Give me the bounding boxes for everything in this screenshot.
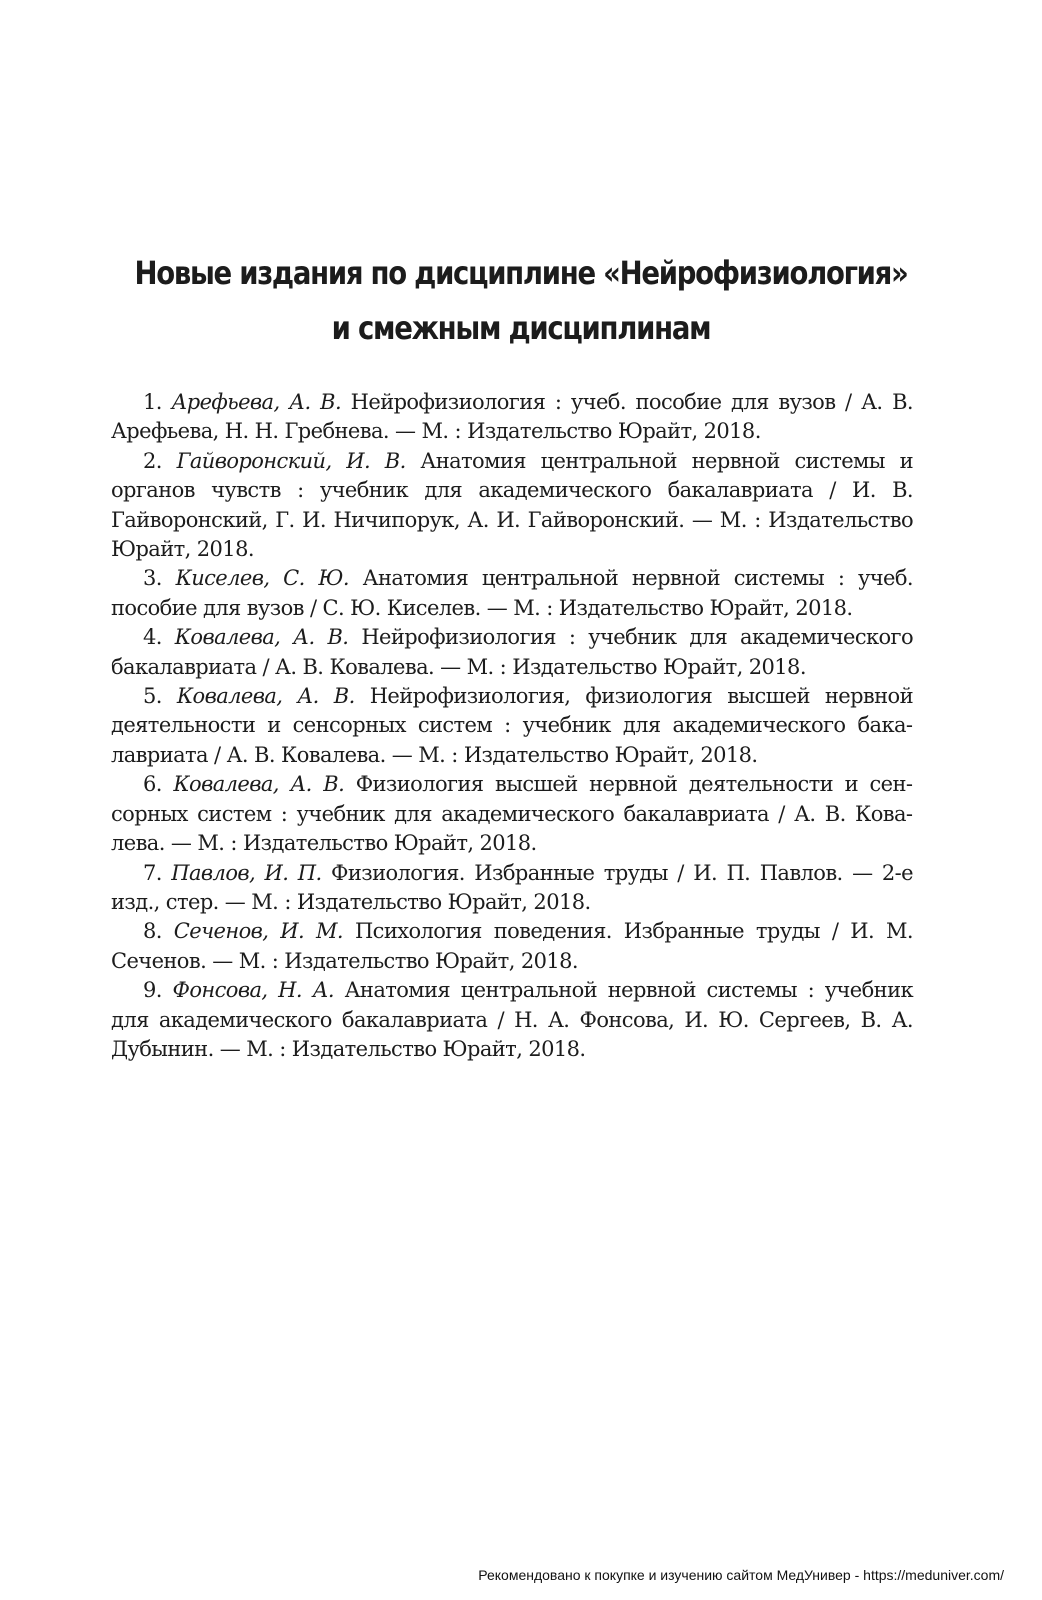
reference-number: 1. (143, 390, 162, 414)
reference-author: Арефьева, А. В. (171, 390, 342, 414)
page-title (125, 246, 918, 356)
reference-text: Анатомия центральной нервной системы и органов чувств : учебник для академического бакалавриата / И. В. Гайворонский, Г. И. Ничипорук, А. И. Гайворонский. — М. : Издательство Юрайт, 2018. (111, 448, 914, 562)
page-title-line-1: Новые издания по дисциплине «Нейрофизиология» (134, 254, 908, 292)
reference-author: Киселев, С. Ю. (175, 566, 349, 591)
reference-item (111, 388, 913, 447)
reference-number: 6. (143, 772, 162, 797)
reference-author: Ковалева, А. В. (176, 684, 355, 709)
reference-number: 9. (143, 978, 162, 1003)
reference-item (111, 770, 913, 858)
reference-number: 7. (143, 860, 162, 885)
reference-number: 2. (143, 448, 162, 473)
reference-item (111, 682, 913, 770)
reference-number: 4. (143, 625, 162, 650)
reference-item (111, 976, 913, 1064)
reference-text: Нейрофизиология : учебник для академического бакалавриата / А. В. Ковалева. — М. : Издательство Юрайт, 2018. (111, 625, 913, 679)
reference-number: 5. (143, 684, 162, 709)
reference-text: Анатомия центральной нервной системы : учеб. пособие для вузов / С. Ю. Киселев. — М. : Издательство Юрайт, 2018. (111, 566, 914, 620)
reference-item (111, 623, 913, 682)
reference-author: Павлов, И. П. (171, 860, 322, 885)
reference-text: Физиология высшей нервной деятельности и сенсорных систем : учебник для академического бакалавриата / А. В. Ковалева. — М. : Издательство Юрайт, 2018. (111, 772, 913, 856)
reference-author: Ковалева, А. В. (174, 625, 349, 650)
reference-item (111, 917, 913, 976)
reference-text: Физиология. Избранные труды / И. П. Павлов. — 2-е изд., стер. — М. : Издательство Юрайт, 2018. (111, 860, 914, 914)
reference-item (111, 859, 913, 918)
reference-number: 3. (143, 566, 162, 591)
reference-item (111, 447, 913, 565)
reference-author: Сеченов, И. М. (173, 919, 344, 944)
reference-author: Ковалева, А. В. (173, 772, 345, 797)
reference-text: Нейрофизиология, физиология высшей нервной деятельности и сенсорных систем : учебник для академического бакалавриата / А. В. Ковалева. — М. : Издательство Юрайт, 2018. (111, 684, 913, 767)
reference-text: Анатомия центральной нервной системы : учебник для академического бакалавриата / Н. А. Фонсова, И. Ю. Сергеев, В. А. Дубынин. — М. : Издательство Юрайт, 2018. (111, 978, 913, 1061)
reference-number: 8. (143, 919, 162, 944)
footer-note: Рекомендовано к покупке и изучению сайтом МедУнивер - https://meduniver.com/ (478, 1567, 1004, 1583)
reference-list (111, 388, 913, 1064)
reference-text: Психология поведения. Избранные труды / И. М. Сеченов. — М. : Издательство Юрайт, 2018. (111, 919, 913, 973)
reference-text: Нейрофизиология : учеб. пособие для вузов / А. В. Арефьева, Н. Н. Гребнева. — М. : Издательство Юрайт, 2018. (111, 390, 914, 444)
page-title-line-2: и смежным дисциплинам (331, 309, 711, 347)
reference-author: Гайворонский, И. В. (176, 448, 406, 473)
reference-item (111, 564, 913, 623)
reference-author: Фонсова, Н. А. (172, 978, 334, 1003)
